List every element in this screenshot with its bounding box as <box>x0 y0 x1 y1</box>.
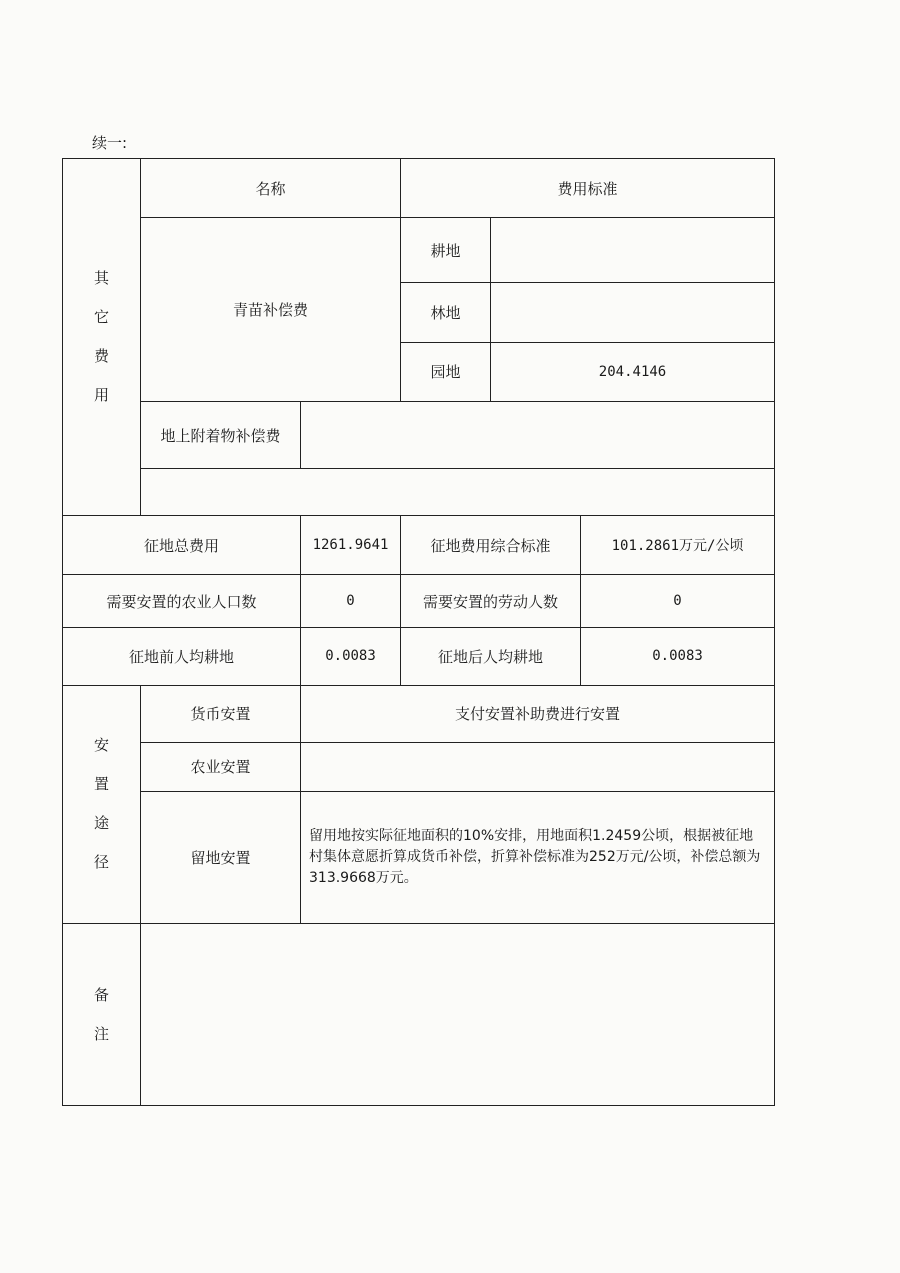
comprehensive-standard-label: 征地费用综合标准 <box>401 516 581 575</box>
reserved-land-row <box>63 791 775 924</box>
remarks-value <box>141 924 775 1106</box>
farm-population-value: 0 <box>301 575 401 628</box>
total-fee-label: 征地总费用 <box>63 516 301 575</box>
other-fees-side-label: 其 它 费 用 <box>63 159 141 516</box>
attachments-value <box>301 401 775 468</box>
after-per-capita-label: 征地后人均耕地 <box>401 628 581 685</box>
land-acquisition-fee-table <box>62 158 775 1106</box>
labor-count-label: 需要安置的劳动人数 <box>401 575 581 628</box>
before-per-capita-label: 征地前人均耕地 <box>63 628 301 685</box>
land-value-garden: 204.4146 <box>491 342 775 401</box>
remarks-side-label: 备 注 <box>63 924 141 1106</box>
farm-population-label: 需要安置的农业人口数 <box>63 575 301 628</box>
reserved-land-label: 留地安置 <box>141 791 301 924</box>
land-type-garden: 园地 <box>401 342 491 401</box>
blank-cell <box>141 469 775 516</box>
land-value-cultivated <box>491 218 775 283</box>
reserved-land-value: 留用地按实际征地面积的10%安排，用地面积1.2459公顷，根据被征地村集体意愿折算成货币补偿，折算补偿标准为252万元/公顷，补偿总额为313.9668万元。 <box>301 791 775 924</box>
agri-resettlement-value <box>301 742 775 791</box>
crop-compensation-label: 青苗补偿费 <box>141 218 401 402</box>
name-column-header: 名称 <box>141 159 401 218</box>
before-per-capita-value: 0.0083 <box>301 628 401 685</box>
comprehensive-standard-value: 101.2861万元/公顷 <box>581 516 775 575</box>
monetary-resettlement-value: 支付安置补助费进行安置 <box>301 685 775 742</box>
labor-count-value: 0 <box>581 575 775 628</box>
other-fees-blank-row <box>63 469 775 516</box>
agri-resettlement-row <box>63 742 775 791</box>
standard-column-header: 费用标准 <box>401 159 775 218</box>
land-value-forest <box>491 283 775 342</box>
monetary-resettlement-label: 货币安置 <box>141 685 301 742</box>
land-type-cultivated: 耕地 <box>401 218 491 283</box>
resettle-population-row <box>63 575 775 628</box>
resettlement-side-label: 安 置 途 径 <box>63 685 141 924</box>
page-continuation-label: 续一: <box>92 134 128 152</box>
land-type-forest: 林地 <box>401 283 491 342</box>
per-capita-land-row <box>63 628 775 685</box>
remarks-row <box>63 924 775 1106</box>
other-fees-header-row <box>63 159 775 218</box>
attachments-label: 地上附着物补偿费 <box>141 401 301 468</box>
attachments-row <box>63 401 775 468</box>
agri-resettlement-label: 农业安置 <box>141 742 301 791</box>
crop-row-cultivated <box>63 218 775 283</box>
total-fee-value: 1261.9641 <box>301 516 401 575</box>
total-fee-row <box>63 516 775 575</box>
after-per-capita-value: 0.0083 <box>581 628 775 685</box>
monetary-resettlement-row <box>63 685 775 742</box>
